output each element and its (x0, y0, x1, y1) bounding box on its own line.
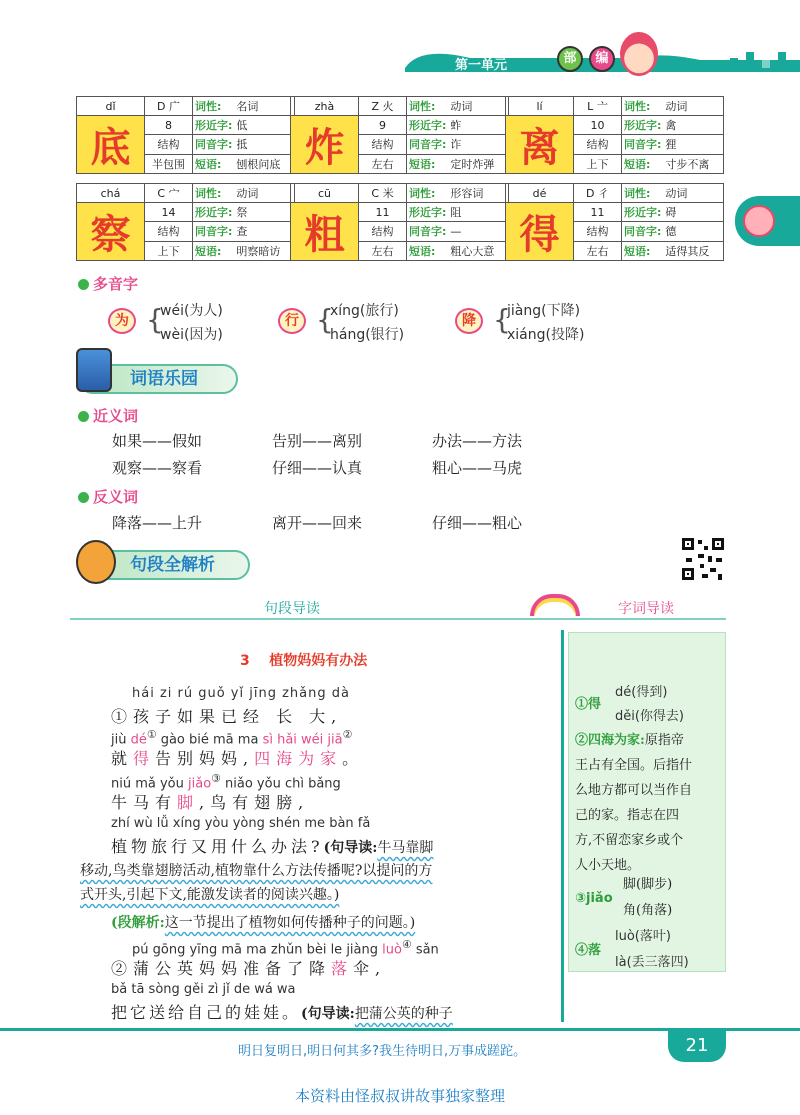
card-structure: 上下 (145, 241, 193, 260)
card-structure-label: 结构 (574, 222, 622, 241)
lesson-number: 3 (240, 653, 250, 669)
card-phrase: 明察暗访 (234, 241, 294, 260)
p5-pinyin: pú gōng yīng mā ma zhǔn bèi le jiàng luò④ sǎn (132, 938, 439, 958)
card-radical: 亠 (596, 100, 608, 113)
card-sim-label: 形近字: (407, 203, 449, 222)
card-pos-label: 词性: (407, 184, 449, 203)
card-pos-label: 词性: (622, 97, 664, 116)
p2-de: 得 (133, 749, 156, 768)
p4-pinyin: zhí wù lǚ xíng yòu yòng shén me bàn fǎ (111, 816, 371, 831)
p3-py-a: niú mǎ yǒu (111, 776, 184, 792)
card-sim: 低 (234, 116, 294, 135)
card-character: 底 (77, 116, 145, 174)
card-homo: 抵 (234, 135, 294, 154)
card-strokes: 11 (574, 203, 622, 222)
note2 (575, 728, 725, 878)
note4-r1: luò(落叶) (615, 929, 671, 944)
synonym-heading (78, 405, 138, 426)
polyphone-reading-1: jiàng(下降) (507, 303, 581, 319)
synonym-pair: 粗心——马虎 (432, 459, 523, 477)
card-sim: 祭 (234, 203, 294, 222)
note2-line: 王占有全国。后指什 (575, 758, 693, 773)
footer-credit: 本资料由怪叔叔讲故事独家整理 (294, 1087, 505, 1105)
card-phrase: 刨根问底 (234, 154, 294, 173)
card-character: 粗 (291, 203, 359, 261)
polyphone-reading-1: wéi(为人) (160, 303, 223, 319)
card-character: 察 (77, 203, 145, 261)
p5-py-b: sǎn (415, 942, 439, 958)
synonym-pair: 办法——方法 (432, 432, 523, 450)
card-pos-label: 词性: (407, 97, 449, 116)
card-radical: 广 (168, 100, 180, 113)
antonym-pair: 离开——回来 (272, 514, 363, 532)
note4-label: ④落 (575, 943, 602, 958)
polyphone-title: 多音字 (93, 275, 139, 293)
polyphone-item: 降 { jiàng(下降) xiáng(投降) (455, 298, 615, 348)
header-decoration (0, 38, 800, 78)
p3-pinyin: niú mǎ yǒu jiǎo③ niǎo yǒu chì bǎng (111, 772, 341, 792)
p2-c: 四海为家 (254, 749, 343, 768)
bullet-icon (78, 279, 89, 290)
qr-code-icon (680, 536, 726, 582)
card-pos: 动词 (448, 97, 508, 116)
note1 (575, 680, 725, 730)
p2-py-a: jiù (111, 732, 127, 748)
p2-py-de: dé (130, 732, 147, 748)
card-structure: 上下 (574, 154, 622, 173)
card-structure: 左右 (359, 154, 407, 173)
synonym-pair: 仔细——认真 (272, 459, 363, 477)
card-phrase-label: 短语: (622, 154, 664, 173)
card-sim-label: 形近字: (622, 116, 664, 135)
guide-right: 字词导读 (618, 601, 674, 617)
card-homo: 诈 (448, 135, 508, 154)
card-letter: D (157, 100, 166, 113)
card-sim-label: 形近字: (193, 203, 235, 222)
polyphone-char: 行 (278, 308, 306, 334)
card-sim-label: 形近字: (407, 116, 449, 135)
card-index (574, 97, 622, 116)
card-sim: 碍 (663, 203, 723, 222)
card-structure: 左右 (574, 241, 622, 260)
polyphone-char: 降 (455, 308, 483, 334)
fox-icon (743, 205, 775, 237)
p3-py-b: niǎo yǒu chì bǎng (225, 776, 341, 792)
note3-label: ③jiǎo (575, 891, 613, 906)
card-structure-label: 结构 (145, 222, 193, 241)
card-pos-label: 词性: (193, 184, 235, 203)
p5-b: 伞, (353, 959, 387, 978)
p2-pinyin: jiù dé① gào bié mā ma sì hǎi wéi jiā② (111, 728, 353, 748)
guide1-c: 式开头,引起下文,能激发读者的阅读兴趣。) (80, 887, 340, 903)
note4 (575, 924, 725, 974)
lesson-title: 植物妈妈有办法 (269, 653, 368, 669)
footer-slogan: 明日复明日,明日何其多?我生待明日,万事成蹉跎。 (238, 1044, 527, 1059)
note4-r2: là(丢三落四) (615, 955, 689, 970)
header-bar (0, 38, 800, 78)
card-structure: 左右 (359, 241, 407, 260)
sentence-banner-title: 句段全解析 (130, 555, 215, 575)
char-card (290, 183, 509, 261)
analysis-label: (段解析: (111, 915, 165, 931)
synonym-pair: 观察——察看 (112, 459, 203, 477)
card-strokes: 9 (359, 116, 407, 135)
card-structure-label: 结构 (145, 135, 193, 154)
synonym-title: 近义词 (93, 407, 139, 425)
note2-line: 己的家。指志在四 (575, 808, 680, 823)
p1-pinyin: hái zi rú guǒ yǐ jīng zhǎng dà (132, 686, 350, 701)
p5-text (111, 956, 386, 979)
card-phrase-label: 短语: (193, 154, 235, 173)
guide-bar (70, 594, 726, 622)
guide1-b: 移动,鸟类靠翅膀活动,植物靠什么方法传播呢?以提问的方 (80, 863, 433, 879)
guide1-label: (句导读: (323, 840, 378, 856)
card-strokes: 8 (145, 116, 193, 135)
card-structure-label: 结构 (359, 222, 407, 241)
char-card (76, 183, 295, 261)
note3-r1: 脚(脚步) (623, 877, 673, 892)
antonym-title: 反义词 (93, 488, 139, 506)
card-homo: 狸 (663, 135, 723, 154)
p2-a: 就 (111, 749, 134, 768)
char-card (505, 183, 724, 261)
words-banner-title: 词语乐园 (130, 369, 198, 389)
analysis (111, 912, 415, 934)
card-homo: 德 (663, 222, 723, 241)
card-letter: L (587, 100, 594, 113)
p1-text: ①孩子如果已经 长 大, (111, 707, 343, 726)
card-pinyin: lí (506, 97, 574, 116)
card-phrase: 粗心大意 (448, 241, 508, 260)
guide2-label: (句导读: (301, 1006, 355, 1022)
p5-luo: 落 (331, 959, 354, 978)
card-structure-label: 结构 (359, 135, 407, 154)
note1-r1: dé(得到) (615, 685, 668, 700)
card-character: 得 (506, 203, 574, 261)
note2-line: 原指帝 (644, 733, 684, 748)
p4-text: 植物旅行又用什么办法? (111, 837, 324, 856)
card-structure-label: 结构 (574, 135, 622, 154)
card-letter: Z (371, 100, 380, 113)
card-pos: 动词 (234, 184, 294, 203)
card-homo-label: 同音字: (622, 222, 664, 241)
note3-r2: 角(角落) (623, 903, 673, 918)
card-letter: C (371, 187, 380, 200)
card-pos: 动词 (663, 97, 723, 116)
card-pos-label: 词性: (622, 184, 664, 203)
card-index (574, 184, 622, 203)
p5-a: ②蒲公英妈妈准备了降 (111, 959, 332, 978)
card-radical: 彳 (597, 187, 609, 200)
card-strokes: 14 (145, 203, 193, 222)
page-number: 21 (668, 1030, 726, 1062)
card-homo-label: 同音字: (407, 135, 449, 154)
p5-py-a: pú gōng yīng mā ma zhǔn bèi le jiàng (132, 942, 378, 958)
antonym-pair: 仔细——粗心 (432, 514, 523, 532)
p6-pinyin: bǎ tā sòng gěi zì jǐ de wá wa (111, 982, 296, 997)
synonym-pair: 告别——离别 (272, 432, 363, 450)
card-sim-label: 形近字: (622, 203, 664, 222)
card-character: 炸 (291, 116, 359, 174)
guide2-text: 把蒲公英的种子 (354, 1006, 453, 1022)
card-strokes: 11 (359, 203, 407, 222)
card-sim-label: 形近字: (193, 116, 235, 135)
column-divider (561, 630, 564, 1022)
guide-left: 句段导读 (264, 601, 320, 617)
card-radical: 宀 (168, 187, 180, 200)
note1-label: ①得 (575, 697, 602, 712)
rainbow-icon (530, 594, 580, 616)
polyphone-heading (78, 273, 138, 294)
guide-bar-line (70, 618, 726, 620)
p2-py-b: gào bié mā ma (160, 732, 259, 748)
synonym-pair: 如果——假如 (112, 432, 203, 450)
badge-bu: 部 (557, 46, 583, 72)
card-pinyin: dǐ (77, 97, 145, 116)
card-sim: 禽 (663, 116, 723, 135)
card-pinyin: chá (77, 184, 145, 203)
polyphone-char: 为 (108, 308, 136, 334)
card-index (145, 184, 193, 203)
note3 (575, 872, 725, 922)
p2-text (111, 746, 364, 769)
card-phrase-label: 短语: (193, 241, 235, 260)
card-index (359, 184, 407, 203)
card-pinyin: dé (506, 184, 574, 203)
polyphone-reading-2: háng(银行) (330, 327, 405, 343)
card-homo-label: 同音字: (407, 222, 449, 241)
polyphone-reading-1: xíng(旅行) (330, 303, 399, 319)
bullet-icon (78, 411, 89, 422)
card-homo-label: 同音字: (193, 135, 235, 154)
p2-py-c: sì hǎi wéi jiā (262, 732, 343, 748)
card-homo-label: 同音字: (193, 222, 235, 241)
p3-py-jiao: jiǎo (188, 776, 212, 792)
card-phrase-label: 短语: (407, 241, 449, 260)
p6-block (111, 1000, 453, 1025)
lesson-title-row (240, 650, 367, 670)
card-letter: C (157, 187, 166, 200)
analysis-text: 这一节提出了植物如何传播种子的问题。) (164, 915, 416, 931)
card-phrase: 寸步不离 (663, 154, 723, 173)
polyphone-reading-2: wèi(因为) (160, 327, 223, 343)
p3-text (111, 790, 309, 813)
p2-end: 。 (342, 749, 365, 768)
card-homo: — (448, 222, 508, 241)
card-radical: 米 (382, 187, 394, 200)
p3-b: ,鸟有翅膀, (199, 793, 310, 812)
card-pinyin: cū (291, 184, 359, 203)
antonym-pair: 降落——上升 (112, 514, 203, 532)
antonym-heading (78, 486, 138, 507)
card-homo: 查 (234, 222, 294, 241)
card-letter: D (586, 187, 595, 200)
card-phrase: 适得其反 (663, 241, 723, 260)
card-phrase-label: 短语: (622, 241, 664, 260)
unit-label: 第一单元 (455, 58, 508, 73)
polyphone-item: 行 { xíng(旅行) háng(银行) (278, 298, 438, 348)
card-pos: 形容词 (448, 184, 508, 203)
card-phrase-label: 短语: (407, 154, 449, 173)
card-index (145, 97, 193, 116)
mascot-girl-icon (620, 32, 658, 76)
badge-bian: 编 (589, 46, 615, 72)
card-pos: 动词 (663, 184, 723, 203)
bullet-icon (78, 492, 89, 503)
char-card (76, 96, 295, 174)
p3-jiao: 脚 (177, 793, 200, 812)
card-index (359, 97, 407, 116)
card-phrase: 定时炸弹 (448, 154, 508, 173)
char-card (290, 96, 509, 174)
mascot-fox-icon (76, 540, 116, 584)
books-icon (76, 348, 112, 392)
p3-a: 牛马有 (111, 793, 178, 812)
card-pos-label: 词性: (193, 97, 235, 116)
card-pinyin: zhà (291, 97, 359, 116)
card-strokes: 10 (574, 116, 622, 135)
card-pos: 名词 (234, 97, 294, 116)
polyphone-item: 为 { wéi(为人) wèi(因为) (108, 298, 268, 348)
p6-text: 把它送给自己的娃娃。 (111, 1003, 302, 1022)
p4-block (111, 834, 559, 859)
guide1-a: 牛马靠脚 (377, 840, 434, 856)
card-homo-label: 同音字: (622, 135, 664, 154)
card-character: 离 (506, 116, 574, 174)
note2-line: 人小天地。 (575, 858, 641, 873)
polyphone-reading-2: xiáng(投降) (507, 327, 585, 343)
p2-b: 告别妈妈, (155, 749, 255, 768)
card-structure: 半包围 (145, 154, 193, 173)
card-radical: 火 (382, 100, 394, 113)
card-sim: 阻 (448, 203, 508, 222)
note2-label: ②四海为家: (575, 733, 645, 748)
p5-py-luo: luò (382, 942, 402, 958)
char-card (505, 96, 724, 174)
note1-r2: děi(你得去) (615, 709, 685, 724)
note2-line: 么地方都可以当作自 (575, 783, 693, 798)
note2-line: 方,不留恋家乡或个 (575, 833, 684, 848)
note2-text (575, 733, 725, 878)
card-sim: 蚱 (448, 116, 508, 135)
